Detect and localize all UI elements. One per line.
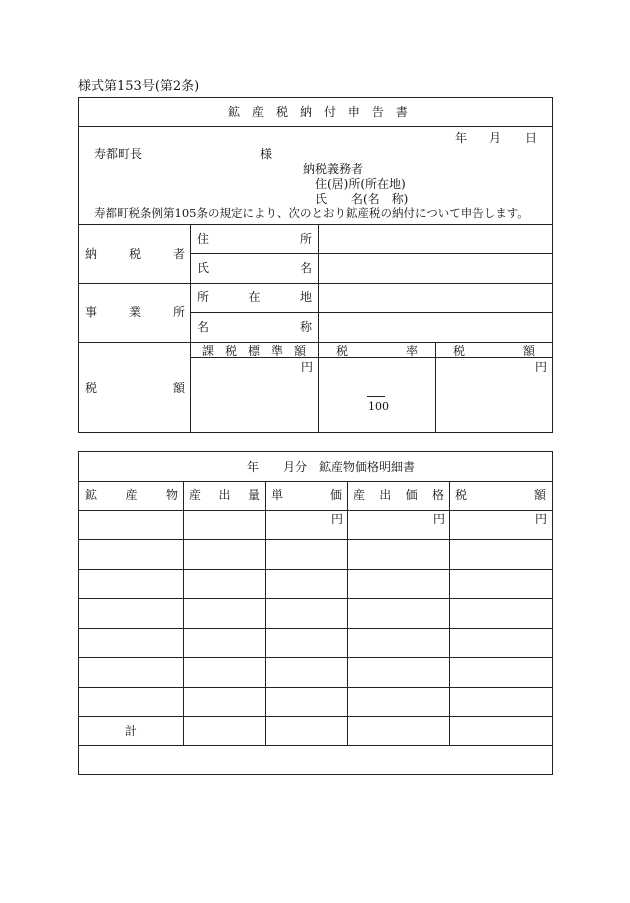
taxpayer-heading: 納税義務者 [303,162,364,176]
office-name-label: 名 称 [197,320,312,334]
statement-title: 月分 鉱産物価格明細書 [283,460,416,474]
taxpayer-name-field[interactable] [319,255,551,282]
column-header-mineral: 鉱 産 物 [85,488,178,502]
tax-rate-field[interactable] [319,359,434,393]
office-name-field[interactable] [319,314,551,341]
table-row-divider [78,687,552,688]
unit-price-yen-unit: 円 [331,512,344,526]
title-divider [78,126,552,127]
declaration-text: 寿都町税条例第105条の規定により、次のとおり鉱産税の納付について申告します。 [94,206,529,220]
column-header-tax-amount: 税 額 [455,488,546,502]
output-value-yen-unit: 円 [433,512,446,526]
tax-amount-yen-unit: 円 [535,360,548,374]
date-year-label: 年 [455,131,468,145]
tax-group-label: 税 額 [85,381,185,395]
column-header-unit-price: 単 価 [271,488,342,502]
row-divider [190,312,552,313]
total-label: 計 [125,724,138,738]
taxpayer-address-field[interactable] [319,226,551,252]
taxpayer-address-label: 住 所 [197,232,312,246]
header-divider [78,510,552,511]
title-divider [78,481,552,482]
table-row-divider [78,716,552,717]
section-divider [78,224,552,225]
taxpayer-name-label: 氏 名 [197,261,312,275]
column-header-output-value: 産 出 価 格 [353,488,444,502]
tax-rate-header: 税 率 [336,344,418,358]
column-divider [183,481,184,745]
column-divider [347,481,348,745]
column-header-output-quantity: 産 出 量 [189,488,260,502]
tax-base-header: 課 税 標 準 額 [202,344,306,358]
tax-amount-field[interactable] [436,372,551,431]
addressee: 寿都町長 [94,147,143,161]
date-day-label: 日 [525,131,538,145]
table-row-divider [78,628,552,629]
office-group-label: 事 業 所 [85,305,185,319]
header-divider [190,357,552,358]
tax-amount-yen-unit: 円 [535,512,548,526]
office-location-field[interactable] [319,285,551,311]
table-row-divider [78,598,552,599]
taxpayer-group-label: 納 税 者 [85,247,185,261]
table-row-divider [78,657,552,658]
table-row-divider [78,745,552,746]
fraction-bar [367,396,385,397]
date-month-label: 月 [489,131,502,145]
column-divider [265,481,266,745]
column-divider [449,481,450,745]
section-divider [78,342,552,343]
tax-base-yen-unit: 円 [301,360,314,374]
rate-denominator: 100 [368,400,389,413]
form-title: 鉱 産 税 納 付 申 告 書 [228,105,408,119]
address-label: 住(居)所(所在地) [315,177,406,191]
tax-base-field[interactable] [191,372,317,431]
row-divider [190,253,552,254]
table-row-divider [78,569,552,570]
section-divider [78,283,552,284]
honorific: 様 [260,147,273,161]
office-location-label: 所 在 地 [197,290,312,304]
statement-title-year: 年 [247,460,260,474]
tax-amount-header: 税 額 [453,344,535,358]
table-row-divider [78,539,552,540]
form-number: 様式第153号(第2条) [78,79,200,94]
name-label: 氏 名(名 称) [315,192,409,206]
